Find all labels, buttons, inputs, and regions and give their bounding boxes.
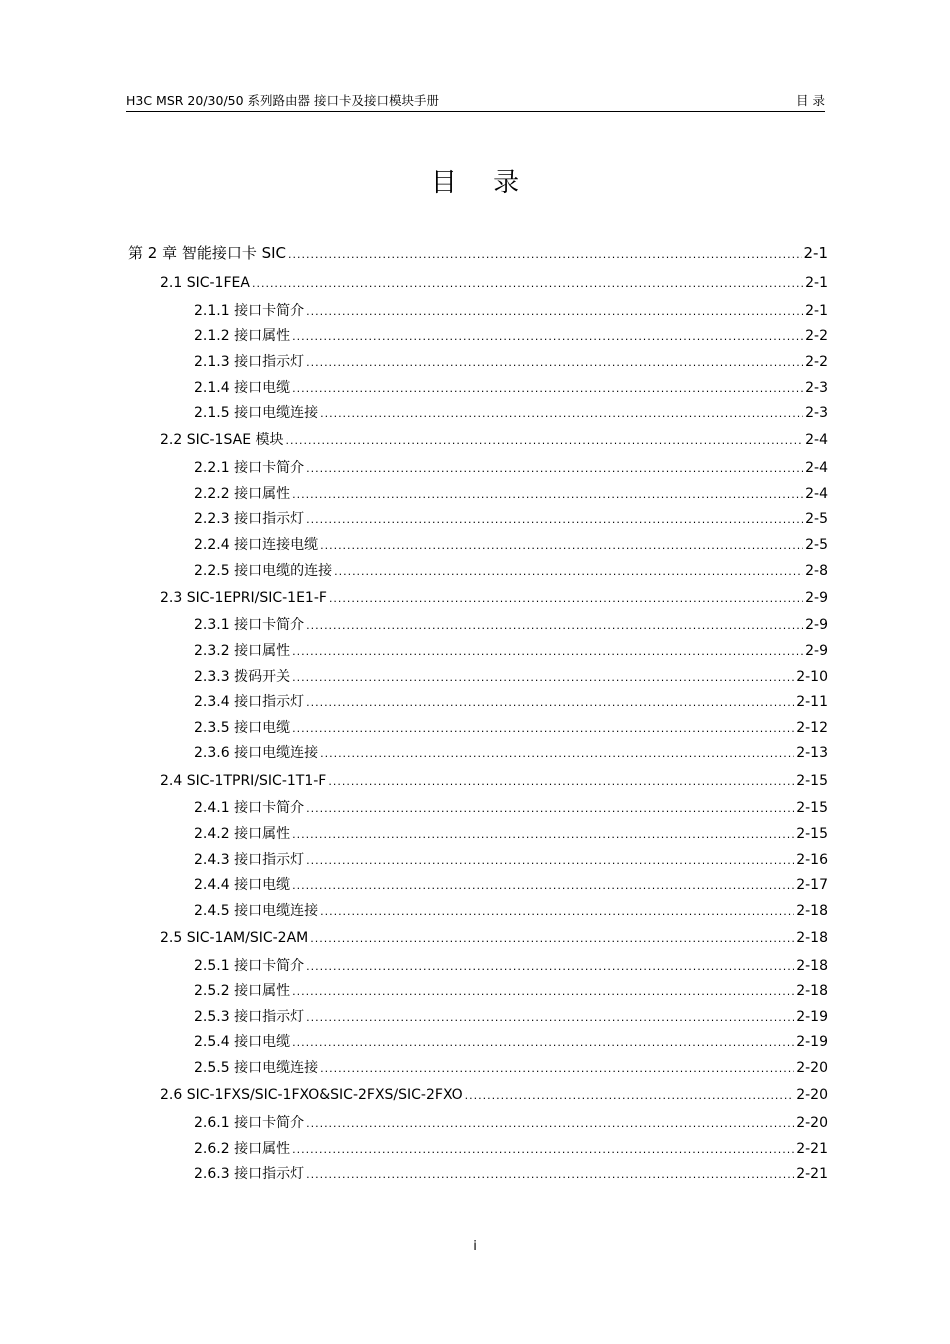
toc-dot-leader: [306, 799, 794, 819]
toc-dot-leader: [320, 1059, 794, 1079]
toc-entry-title: 2.3.2 接口属性: [194, 643, 291, 659]
toc-entry[interactable]: [194, 1032, 828, 1052]
toc-entry[interactable]: [194, 850, 828, 870]
toc-entry-page: 2-19: [796, 1034, 828, 1050]
toc-dot-leader: [292, 485, 803, 505]
toc-dot-leader: [306, 1008, 794, 1028]
toc-entry[interactable]: [194, 326, 828, 346]
toc-entry-title: 2.3.6 接口电缆连接: [194, 745, 319, 761]
toc-dot-leader: [292, 642, 803, 662]
toc-entry-title: 2.4 SIC-1TPRI/SIC-1T1-F: [160, 773, 327, 789]
toc-entry[interactable]: [160, 1085, 828, 1105]
toc-entry[interactable]: [194, 458, 828, 478]
toc-entry[interactable]: [194, 901, 828, 921]
toc-entry-page: 2-1: [805, 303, 828, 319]
toc-entry-title: 2.6.1 接口卡简介: [194, 1115, 305, 1131]
toc-entry[interactable]: [194, 378, 828, 398]
toc-entry-page: 2-5: [805, 537, 828, 553]
toc-entry-title: 2.2.5 接口电缆的连接: [194, 563, 333, 579]
toc-entry[interactable]: [160, 430, 828, 450]
toc-entry-page: 2-9: [805, 643, 828, 659]
toc-entry[interactable]: [160, 771, 828, 791]
header-section-title: 目 录: [796, 93, 825, 108]
toc-dot-leader: [292, 327, 803, 347]
toc-entry[interactable]: [160, 928, 828, 948]
toc-entry[interactable]: [194, 692, 828, 712]
toc-entry-title: 2.5.3 接口指示灯: [194, 1009, 305, 1025]
toc-dot-leader: [292, 982, 794, 1002]
toc-entry-title: 2.5.2 接口属性: [194, 983, 291, 999]
toc-dot-leader: [306, 957, 794, 977]
toc-entry-title: 2.4.2 接口属性: [194, 826, 291, 842]
toc-dot-leader: [310, 929, 794, 949]
toc-entry-page: 2-21: [796, 1141, 828, 1157]
toc-entry-page: 2-15: [796, 800, 828, 816]
footer-page-number: i: [473, 1239, 477, 1254]
toc-entry-title: 2.4.4 接口电缆: [194, 877, 291, 893]
toc-entry-page: 2-8: [805, 563, 828, 579]
toc-entry-page: 2-12: [796, 720, 828, 736]
toc-entry-title: 2.3.4 接口指示灯: [194, 694, 305, 710]
toc-dot-leader: [292, 719, 794, 739]
toc-entry[interactable]: [194, 561, 828, 581]
toc-entry-title: 2.5.5 接口电缆连接: [194, 1060, 319, 1076]
toc-entry-title: 2.2.3 接口指示灯: [194, 511, 305, 527]
toc-dot-leader: [306, 510, 803, 530]
toc-entry[interactable]: [194, 301, 828, 321]
toc-entry-page: 2-15: [796, 773, 828, 789]
toc-entry-title: 2.1.5 接口电缆连接: [194, 405, 319, 421]
toc-entry-title: 2.1 SIC-1FEA: [160, 275, 250, 291]
toc-entry-page: 2-20: [796, 1060, 828, 1076]
page-title: 目 录: [430, 168, 534, 198]
toc-dot-leader: [292, 825, 794, 845]
toc-entry-title: 2.6.3 接口指示灯: [194, 1166, 305, 1182]
toc-dot-leader: [306, 353, 803, 373]
toc-dot-leader: [320, 536, 803, 556]
toc-entry[interactable]: [194, 718, 828, 738]
toc-entry-title: 2.2.2 接口属性: [194, 486, 291, 502]
toc-entry-page: 2-1: [803, 244, 828, 262]
toc-entry-page: 2-21: [796, 1166, 828, 1182]
toc-dot-leader: [288, 245, 801, 265]
toc-entry[interactable]: [194, 352, 828, 372]
toc-dot-leader: [285, 431, 803, 451]
toc-entry-page: 2-3: [805, 405, 828, 421]
toc-entry-page: 2-9: [805, 617, 828, 633]
toc-entry-page: 2-1: [805, 275, 828, 291]
toc-entry-page: 2-16: [796, 852, 828, 868]
toc-entry-page: 2-18: [796, 958, 828, 974]
toc-entry[interactable]: [194, 403, 828, 423]
toc-entry-page: 2-18: [796, 983, 828, 999]
toc-entry[interactable]: [194, 615, 828, 635]
header-manual-title: H3C MSR 20/30/50 系列路由器 接口卡及接口模块手册: [126, 93, 440, 108]
toc-entry[interactable]: [194, 667, 828, 687]
toc-entry-page: 2-10: [796, 669, 828, 685]
toc-dot-leader: [252, 274, 803, 294]
toc-entry-page: 2-3: [805, 380, 828, 396]
toc-dot-leader: [329, 589, 803, 609]
toc-entry-title: 2.1.1 接口卡简介: [194, 303, 305, 319]
toc-dot-leader: [306, 302, 803, 322]
toc-dot-leader: [292, 1140, 794, 1160]
toc-entry[interactable]: [194, 824, 828, 844]
toc-dot-leader: [292, 1033, 794, 1053]
toc-dot-leader: [306, 693, 794, 713]
toc-entry-title: 2.2.4 接口连接电缆: [194, 537, 319, 553]
toc-entry[interactable]: [194, 743, 828, 763]
toc-entry-title: 2.1.4 接口电缆: [194, 380, 291, 396]
toc-entry-title: 2.3.3 拨码开关: [194, 669, 291, 685]
toc-entry[interactable]: [194, 484, 828, 504]
toc-entry-title: 2.1.3 接口指示灯: [194, 354, 305, 370]
toc-entry-title: 2.3 SIC-1EPRI/SIC-1E1-F: [160, 590, 327, 606]
toc-entry-page: 2-5: [805, 511, 828, 527]
toc-entry-title: 2.5.4 接口电缆: [194, 1034, 291, 1050]
toc-entry-page: 2-2: [805, 354, 828, 370]
toc-entry[interactable]: [194, 981, 828, 1001]
toc-entry[interactable]: [194, 1113, 828, 1133]
toc-dot-leader: [306, 616, 803, 636]
toc-entry[interactable]: [194, 1058, 828, 1078]
toc-dot-leader: [334, 562, 803, 582]
toc-entry-title: 2.5 SIC-1AM/SIC-2AM: [160, 930, 309, 946]
toc-dot-leader: [320, 744, 794, 764]
toc-entry-page: 2-9: [805, 590, 828, 606]
toc-entry-page: 2-17: [796, 877, 828, 893]
toc-entry-title: 2.6 SIC-1FXS/SIC-1FXO&SIC-2FXS/SIC-2FXO: [160, 1087, 463, 1103]
toc-entry[interactable]: [160, 588, 828, 608]
toc-dot-leader: [292, 876, 794, 896]
toc-entry-title: 2.3.1 接口卡简介: [194, 617, 305, 633]
toc-dot-leader: [328, 772, 794, 792]
toc-dot-leader: [320, 902, 794, 922]
toc-entry-page: 2-4: [805, 486, 828, 502]
toc-entry-title: 2.3.5 接口电缆: [194, 720, 291, 736]
toc-dot-leader: [320, 404, 803, 424]
toc-entry-title: 2.2.1 接口卡简介: [194, 460, 305, 476]
toc-entry-page: 2-19: [796, 1009, 828, 1025]
toc-entry[interactable]: [194, 798, 828, 818]
toc-dot-leader: [306, 1165, 794, 1185]
toc-entry-page: 2-15: [796, 826, 828, 842]
toc-entry[interactable]: [194, 956, 828, 976]
toc-entry-page: 2-13: [796, 745, 828, 761]
toc-entry-title: 2.1.2 接口属性: [194, 328, 291, 344]
toc-dot-leader: [306, 851, 794, 871]
toc-entry-page: 2-18: [796, 903, 828, 919]
toc-entry[interactable]: [194, 641, 828, 661]
toc-entry-page: 2-4: [805, 460, 828, 476]
toc-entry[interactable]: [194, 1007, 828, 1027]
toc-entry-title: 2.5.1 接口卡简介: [194, 958, 305, 974]
toc-entry-page: 2-11: [796, 694, 828, 710]
toc-entry-title: 2.6.2 接口属性: [194, 1141, 291, 1157]
toc-entry[interactable]: [194, 875, 828, 895]
toc-dot-leader: [292, 668, 794, 688]
toc-dot-leader: [465, 1086, 795, 1106]
toc-dot-leader: [306, 459, 803, 479]
toc-entry-page: 2-18: [796, 930, 828, 946]
toc-entry-title: 2.4.3 接口指示灯: [194, 852, 305, 868]
toc-entry-title: 2.2 SIC-1SAE 模块: [160, 432, 284, 448]
toc-entry[interactable]: [160, 273, 828, 293]
toc-dot-leader: [292, 379, 803, 399]
toc-entry-title: 2.4.5 接口电缆连接: [194, 903, 319, 919]
toc-entry[interactable]: [194, 535, 828, 555]
toc-entry-title: 2.4.1 接口卡简介: [194, 800, 305, 816]
toc-dot-leader: [306, 1114, 794, 1134]
toc-entry-page: 2-2: [805, 328, 828, 344]
toc-entry[interactable]: [128, 243, 828, 263]
toc-entry[interactable]: [194, 1139, 828, 1159]
toc-entry-page: 2-20: [796, 1087, 828, 1103]
toc-entry[interactable]: [194, 1164, 828, 1184]
toc-entry[interactable]: [194, 509, 828, 529]
toc-entry-title: 第 2 章 智能接口卡 SIC: [128, 244, 287, 262]
toc-entry-page: 2-4: [805, 432, 828, 448]
toc-entry-page: 2-20: [796, 1115, 828, 1131]
